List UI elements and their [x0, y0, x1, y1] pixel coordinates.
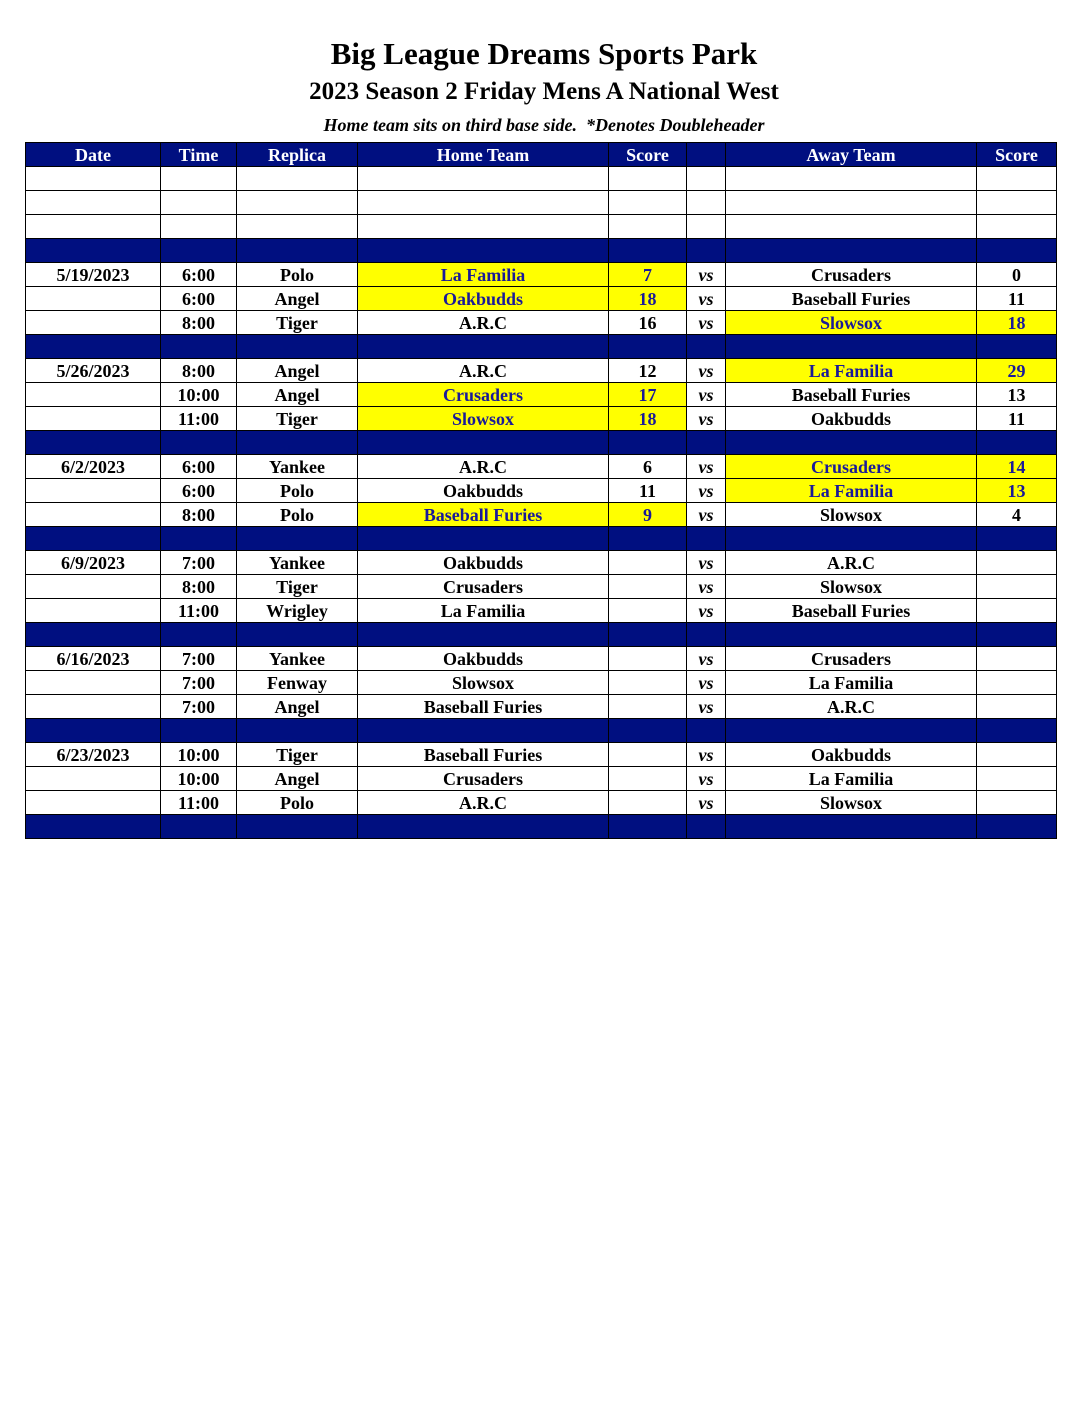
home-team: Slowsox [358, 671, 609, 695]
home-team: La Familia [358, 263, 609, 287]
home-score [609, 551, 687, 575]
game-replica: Yankee [237, 455, 358, 479]
home-team: Baseball Furies [358, 695, 609, 719]
col-header-vs [687, 143, 726, 167]
vs-label: vs [687, 695, 726, 719]
away-team: Slowsox [726, 575, 977, 599]
game-time: 8:00 [161, 575, 237, 599]
vs-label: vs [687, 551, 726, 575]
game-time: 11:00 [161, 599, 237, 623]
away-score [977, 743, 1057, 767]
away-team: Slowsox [726, 503, 977, 527]
away-score: 11 [977, 407, 1057, 431]
vs-label: vs [687, 287, 726, 311]
away-score: 14 [977, 455, 1057, 479]
game-date [26, 671, 161, 695]
game-replica: Angel [237, 383, 358, 407]
game-row [26, 695, 1057, 719]
game-row [26, 359, 1057, 383]
game-time: 6:00 [161, 287, 237, 311]
game-time: 8:00 [161, 503, 237, 527]
game-replica: Tiger [237, 743, 358, 767]
home-team: Oakbudds [358, 551, 609, 575]
vs-label: vs [687, 311, 726, 335]
away-score [977, 671, 1057, 695]
away-score: 0 [977, 263, 1057, 287]
game-row [26, 383, 1057, 407]
game-time: 7:00 [161, 647, 237, 671]
away-team: Oakbudds [726, 407, 977, 431]
vs-label: vs [687, 359, 726, 383]
game-date: 5/26/2023 [26, 359, 161, 383]
home-score: 12 [609, 359, 687, 383]
game-date [26, 479, 161, 503]
game-time: 11:00 [161, 407, 237, 431]
game-date [26, 383, 161, 407]
game-replica: Polo [237, 791, 358, 815]
home-score [609, 791, 687, 815]
vs-label: vs [687, 455, 726, 479]
home-team: Oakbudds [358, 479, 609, 503]
vs-label: vs [687, 263, 726, 287]
home-score: 18 [609, 407, 687, 431]
game-date [26, 695, 161, 719]
home-score [609, 647, 687, 671]
home-team: Oakbudds [358, 287, 609, 311]
away-score [977, 695, 1057, 719]
col-header-time: Time [161, 143, 237, 167]
vs-label: vs [687, 599, 726, 623]
home-team: Baseball Furies [358, 743, 609, 767]
game-time: 7:00 [161, 551, 237, 575]
home-team: Crusaders [358, 575, 609, 599]
away-score: 13 [977, 479, 1057, 503]
game-row [26, 647, 1057, 671]
game-date: 6/23/2023 [26, 743, 161, 767]
game-time: 8:00 [161, 359, 237, 383]
home-score [609, 767, 687, 791]
home-score: 6 [609, 455, 687, 479]
vs-label: vs [687, 767, 726, 791]
away-team: Crusaders [726, 455, 977, 479]
home-team: Oakbudds [358, 647, 609, 671]
home-team: A.R.C [358, 359, 609, 383]
away-team: Oakbudds [726, 743, 977, 767]
game-row [26, 791, 1057, 815]
game-time: 10:00 [161, 767, 237, 791]
schedule-note: Home team sits on third base side. *Denotes Doubleheader [323, 115, 765, 135]
home-score: 17 [609, 383, 687, 407]
home-team: La Familia [358, 599, 609, 623]
away-team: A.R.C [726, 695, 977, 719]
away-score [977, 575, 1057, 599]
game-row [26, 671, 1057, 695]
home-score [609, 575, 687, 599]
game-row [26, 455, 1057, 479]
away-team: Slowsox [726, 791, 977, 815]
game-date: 6/16/2023 [26, 647, 161, 671]
vs-label: vs [687, 407, 726, 431]
week-separator-row [26, 719, 1057, 743]
away-team: La Familia [726, 359, 977, 383]
game-date [26, 503, 161, 527]
home-score: 16 [609, 311, 687, 335]
col-header-away-score: Score [977, 143, 1057, 167]
schedule-table [25, 142, 1057, 839]
week-separator-row [26, 335, 1057, 359]
game-replica: Angel [237, 695, 358, 719]
game-date [26, 311, 161, 335]
vs-label: vs [687, 383, 726, 407]
col-header-replica: Replica [237, 143, 358, 167]
game-date [26, 791, 161, 815]
game-time: 10:00 [161, 383, 237, 407]
schedule-body [26, 167, 1057, 839]
home-team: A.R.C [358, 791, 609, 815]
game-replica: Polo [237, 479, 358, 503]
game-row [26, 407, 1057, 431]
game-row [26, 743, 1057, 767]
game-row [26, 503, 1057, 527]
game-time: 7:00 [161, 671, 237, 695]
game-replica: Angel [237, 287, 358, 311]
away-team: A.R.C [726, 551, 977, 575]
game-row [26, 599, 1057, 623]
away-score: 4 [977, 503, 1057, 527]
col-header-home-team: Home Team [358, 143, 609, 167]
game-date [26, 287, 161, 311]
game-replica: Fenway [237, 671, 358, 695]
game-replica: Yankee [237, 647, 358, 671]
week-separator-row [26, 815, 1057, 839]
home-score [609, 671, 687, 695]
week-separator-row [26, 239, 1057, 263]
blank-row [26, 215, 1057, 239]
away-team: Slowsox [726, 311, 977, 335]
game-time: 6:00 [161, 263, 237, 287]
game-row [26, 767, 1057, 791]
game-date [26, 599, 161, 623]
game-date [26, 767, 161, 791]
game-replica: Angel [237, 767, 358, 791]
vs-label: vs [687, 671, 726, 695]
game-date: 6/9/2023 [26, 551, 161, 575]
game-replica: Tiger [237, 575, 358, 599]
home-score: 11 [609, 479, 687, 503]
game-time: 11:00 [161, 791, 237, 815]
game-time: 10:00 [161, 743, 237, 767]
away-team: La Familia [726, 671, 977, 695]
away-score [977, 791, 1057, 815]
game-date: 6/2/2023 [26, 455, 161, 479]
home-team: A.R.C [358, 311, 609, 335]
home-team: A.R.C [358, 455, 609, 479]
game-row [26, 575, 1057, 599]
vs-label: vs [687, 791, 726, 815]
week-separator-row [26, 431, 1057, 455]
vs-label: vs [687, 503, 726, 527]
game-time: 6:00 [161, 455, 237, 479]
game-time: 8:00 [161, 311, 237, 335]
game-replica: Polo [237, 503, 358, 527]
game-row [26, 311, 1057, 335]
away-score: 11 [977, 287, 1057, 311]
home-score [609, 743, 687, 767]
vs-label: vs [687, 647, 726, 671]
away-score [977, 599, 1057, 623]
week-separator-row [26, 527, 1057, 551]
home-team: Baseball Furies [358, 503, 609, 527]
away-score [977, 551, 1057, 575]
vs-label: vs [687, 743, 726, 767]
col-header-home-score: Score [609, 143, 687, 167]
col-header-away-team: Away Team [726, 143, 977, 167]
game-row [26, 551, 1057, 575]
home-team: Crusaders [358, 383, 609, 407]
game-row [26, 287, 1057, 311]
game-replica: Tiger [237, 407, 358, 431]
away-score [977, 767, 1057, 791]
home-team: Crusaders [358, 767, 609, 791]
home-score: 18 [609, 287, 687, 311]
blank-row [26, 191, 1057, 215]
page-subtitle: 2023 Season 2 Friday Mens A National West [309, 78, 779, 105]
vs-label: vs [687, 575, 726, 599]
away-team: La Familia [726, 767, 977, 791]
game-replica: Wrigley [237, 599, 358, 623]
game-replica: Polo [237, 263, 358, 287]
home-score [609, 695, 687, 719]
away-team: Crusaders [726, 647, 977, 671]
away-team: Crusaders [726, 263, 977, 287]
home-score: 9 [609, 503, 687, 527]
game-row [26, 479, 1057, 503]
header-row [26, 143, 1057, 167]
vs-label: vs [687, 479, 726, 503]
game-time: 7:00 [161, 695, 237, 719]
home-score [609, 599, 687, 623]
away-score: 13 [977, 383, 1057, 407]
home-team: Slowsox [358, 407, 609, 431]
away-score: 29 [977, 359, 1057, 383]
game-time: 6:00 [161, 479, 237, 503]
away-team: Baseball Furies [726, 287, 977, 311]
game-date: 5/19/2023 [26, 263, 161, 287]
game-date [26, 575, 161, 599]
away-score [977, 647, 1057, 671]
away-team: Baseball Furies [726, 383, 977, 407]
col-header-date: Date [26, 143, 161, 167]
page-title: Big League Dreams Sports Park [330, 36, 758, 71]
blank-row [26, 167, 1057, 191]
home-score: 7 [609, 263, 687, 287]
game-replica: Angel [237, 359, 358, 383]
away-team: Baseball Furies [726, 599, 977, 623]
away-score: 18 [977, 311, 1057, 335]
game-replica: Tiger [237, 311, 358, 335]
game-date [26, 407, 161, 431]
game-replica: Yankee [237, 551, 358, 575]
game-row [26, 263, 1057, 287]
away-team: La Familia [726, 479, 977, 503]
week-separator-row [26, 623, 1057, 647]
